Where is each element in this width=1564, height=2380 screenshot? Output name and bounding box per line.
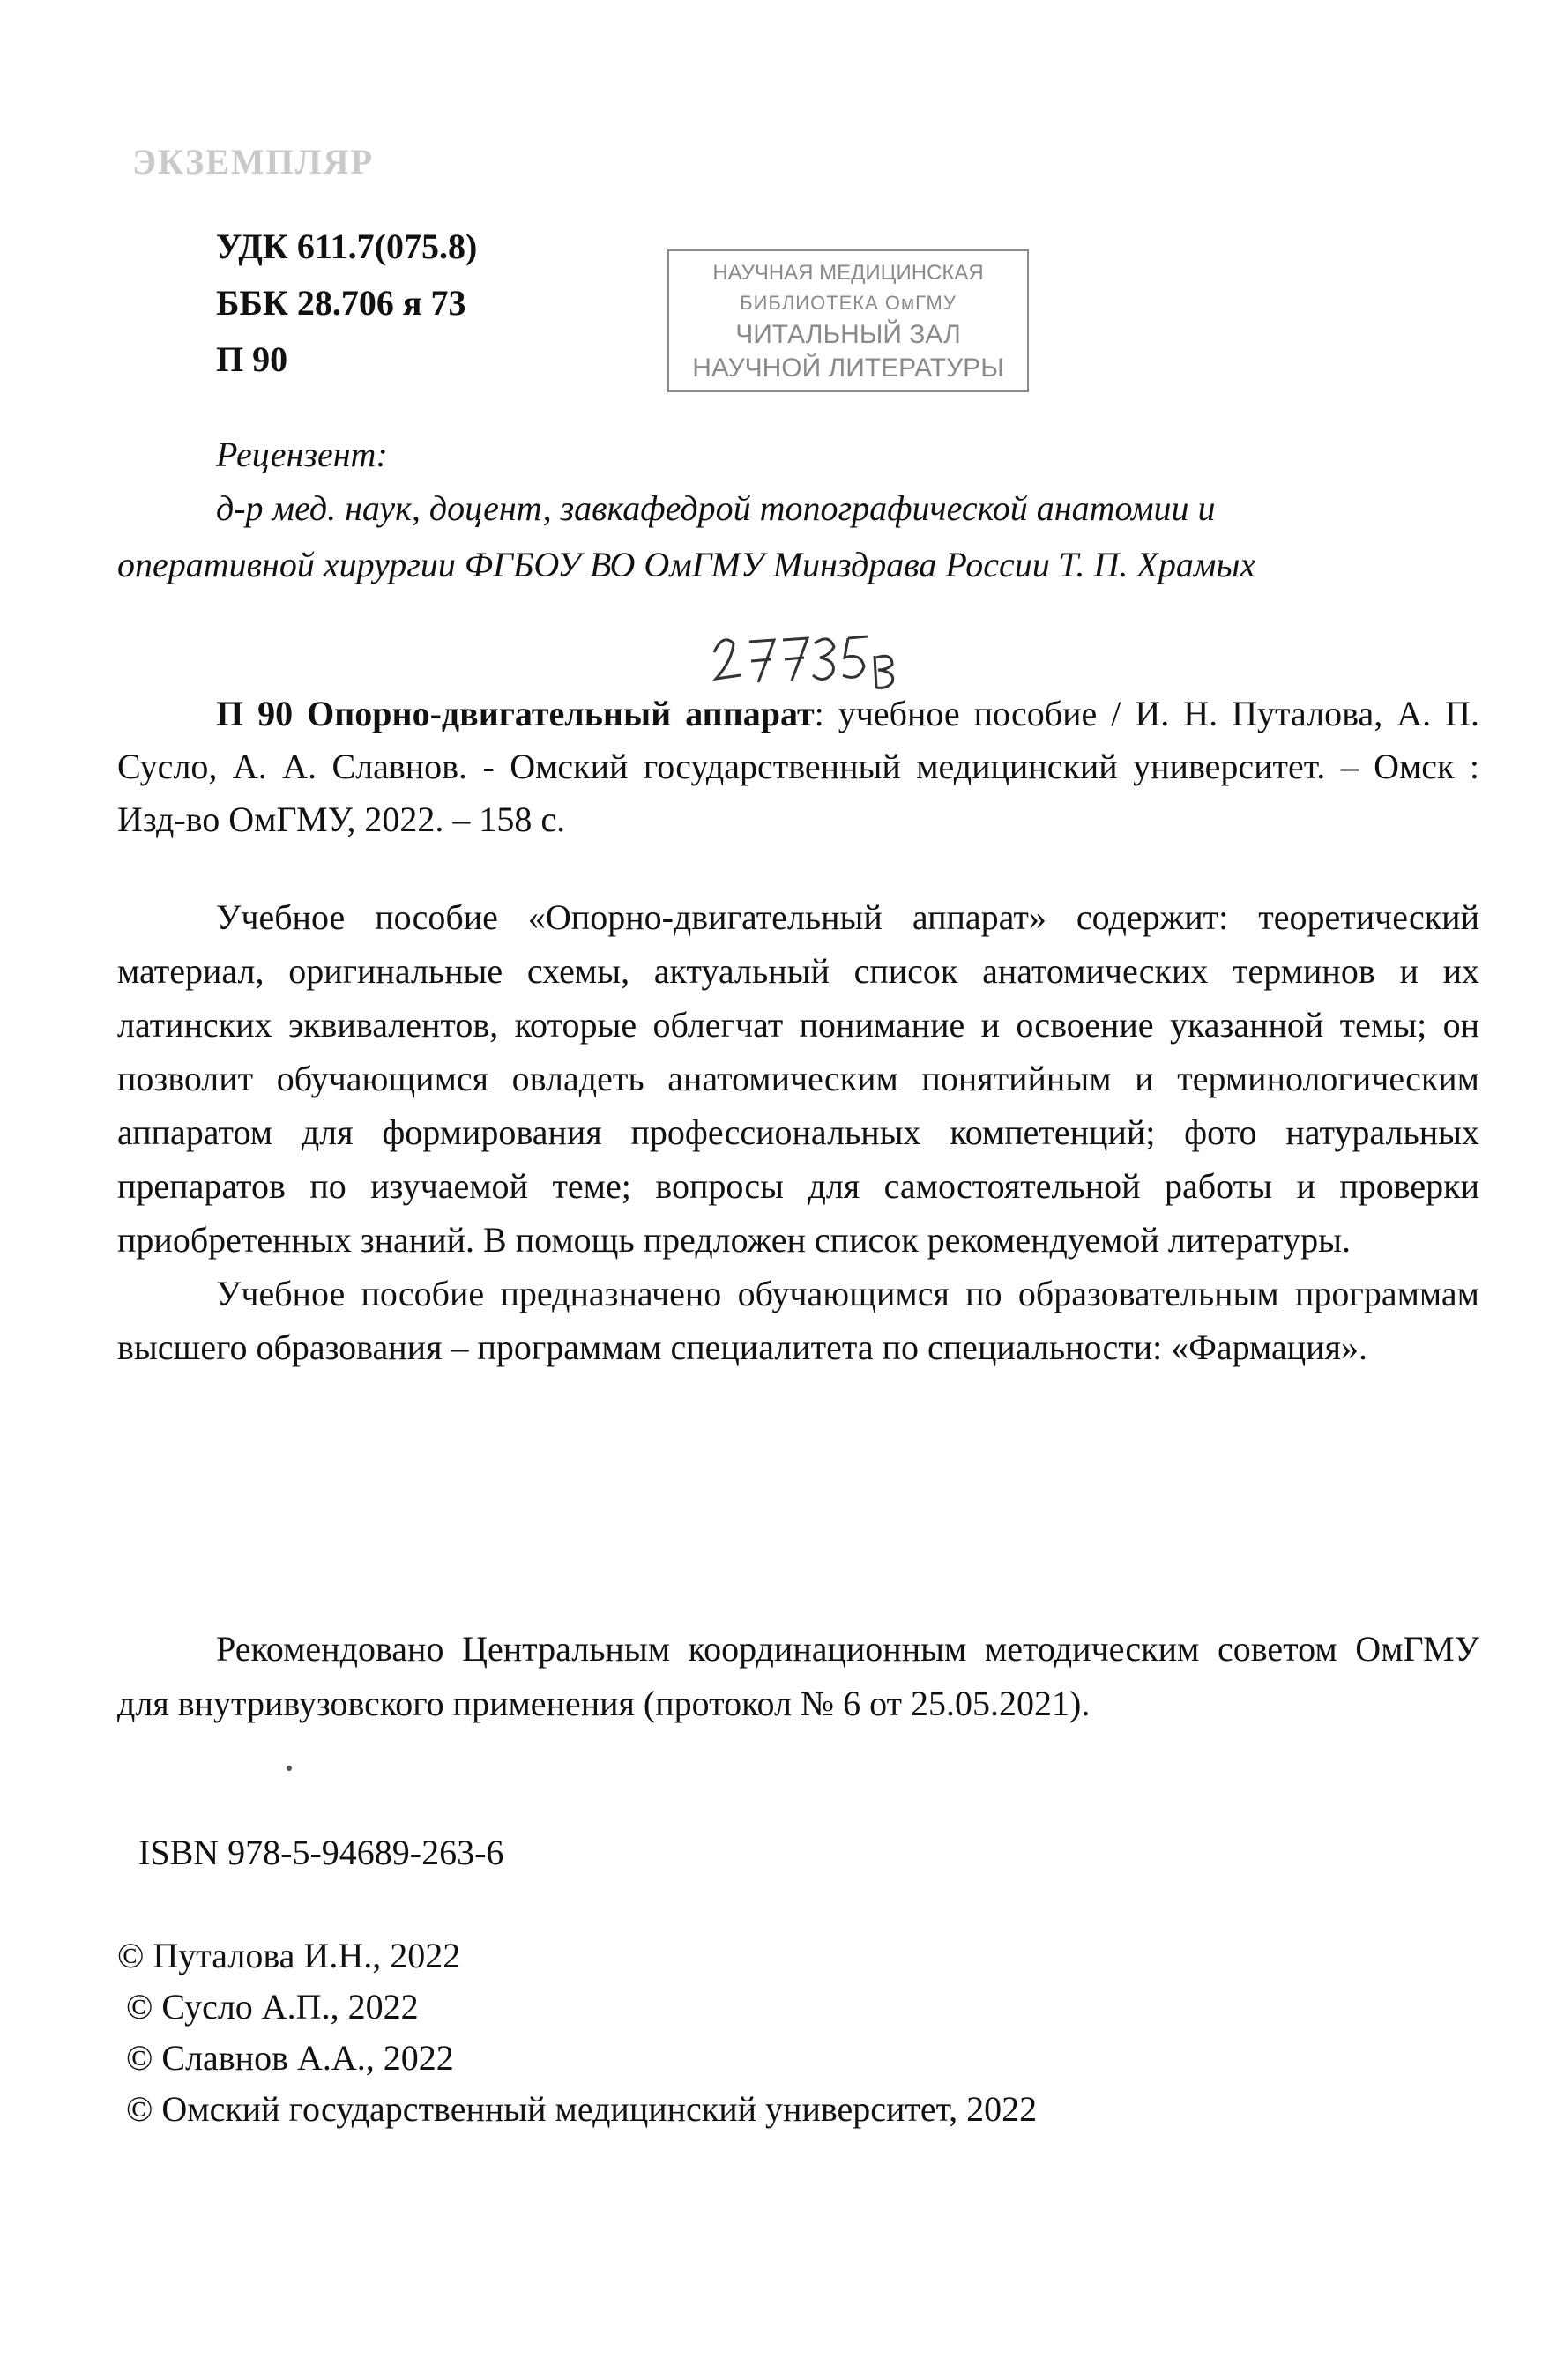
faded-stamp: ЭКЗЕМПЛЯР	[132, 142, 374, 182]
library-stamp-line1: НАУЧНАЯ МЕДИЦИНСКАЯ	[712, 261, 984, 285]
reviewer-title: Рецензент:	[216, 435, 388, 474]
bibliographic-details: : учебное пособие / И. Н. Путалова, А. П. Сусло, А. А. Славнов. - Омский государственный медицинский университет. – Омск : Изд-во ОмГМУ, 2022. – 158 с.	[117, 694, 1479, 839]
reviewer-line2: оперативной хирургии ФГБОУ ВО ОмГМУ Минздрава России Т. П. Храмых	[117, 545, 1256, 584]
copyright-line: © Славнов А.А., 2022	[126, 2038, 454, 2078]
copyright-line: © Путалова И.Н., 2022	[117, 1936, 461, 1975]
abstract-paragraph-1: Учебное пособие «Опорно-двигательный аппарат» содержит: теоретический материал, оригинальные схемы, актуальный список анатомических терминов и их латинских эквивалентов, которые облегчат понимание и освоение указанной темы; он позволит обучающимся овладеть анатомическим понятийным и терминологическим аппаратом для формирования профессиональных компетенций; фото натуральных препаратов по изучаемой теме; вопросы для самостоятельной работы и проверки приобретенных знаний. В помощь предложен список рекомендуемой литературы.	[117, 897, 1479, 1260]
ink-dot	[287, 1766, 292, 1771]
library-stamp-line2: БИБЛИОТЕКА ОмГМУ	[740, 292, 957, 314]
abstract	[117, 890, 1479, 1374]
bbk-code: ББК 28.706 я 73	[216, 283, 466, 323]
library-stamp-line4: НАУЧНОЙ ЛИТЕРАТУРЫ	[692, 353, 1004, 383]
udc-code: УДК 611.7(075.8)	[216, 227, 478, 266]
abstract-paragraph-2: Учебное пособие предназначено обучающимся по образовательным программам высшего образования – программам специалитета по специальности: «Фармация».	[117, 1274, 1479, 1367]
library-stamp	[667, 249, 1029, 392]
copyright-line: © Сусло А.П., 2022	[126, 1987, 419, 2027]
library-stamp-line3: ЧИТАЛЬНЫЙ ЗАЛ	[735, 320, 961, 349]
reviewer-line1: д-р мед. наук, доцент, завкафедрой топографической анатомии и	[216, 488, 1216, 528]
classification-codes	[216, 219, 477, 388]
isbn: ISBN 978-5-94689-263-6	[138, 1833, 504, 1872]
recommendation: Рекомендовано Центральным координационным методическим советом ОмГМУ для внутривузовского применения (протокол № 6 от 25.05.2021).	[117, 1629, 1479, 1723]
book-title-bold: П 90 Опорно-двигательный аппарат	[216, 694, 815, 733]
copyright-list	[117, 1930, 1037, 2135]
handwritten-inventory-number	[705, 617, 917, 696]
reviewer-text	[117, 480, 1479, 593]
bibliographic-description	[117, 688, 1479, 846]
copyright-line: © Омский государственный медицинский университет, 2022	[126, 2089, 1038, 2129]
author-mark: П 90	[216, 339, 288, 379]
